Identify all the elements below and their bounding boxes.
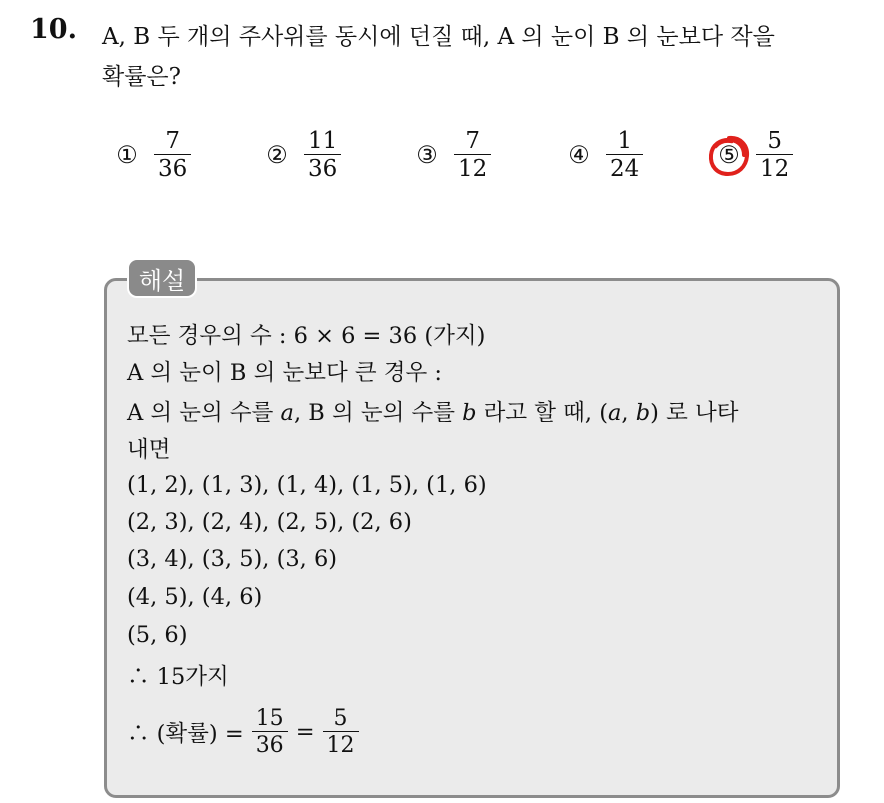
fraction-numerator: 7 <box>165 128 180 154</box>
fraction-denominator: 36 <box>154 154 191 182</box>
pairs-row-4: (4, 5), (4, 6) <box>127 584 263 610</box>
solution-case-heading: A 의 눈이 B 의 눈보다 큰 경우 : <box>127 360 442 386</box>
fraction-numerator: 1 <box>617 128 632 154</box>
question-number: 10. <box>30 14 77 45</box>
solution-final-probability <box>127 706 359 759</box>
variable-b: b <box>462 400 477 426</box>
choice-4[interactable] <box>564 128 643 183</box>
fraction-numerator: 7 <box>465 128 480 154</box>
choice-fraction <box>606 128 643 183</box>
variable-a: a <box>280 400 294 426</box>
fraction-denominator: 12 <box>454 154 491 182</box>
definition-text-a: A 의 눈의 수를 <box>127 400 274 426</box>
choice-fraction <box>454 128 491 183</box>
choice-marker: ① <box>116 141 138 170</box>
fraction-numerator: 5 <box>333 706 348 731</box>
choice-3[interactable] <box>412 128 491 183</box>
fraction-numerator: 5 <box>767 128 782 154</box>
choice-fraction <box>756 128 793 183</box>
choice-marker-selected <box>714 141 744 169</box>
fraction-denominator: 36 <box>252 731 288 758</box>
pair-variable-a: a <box>608 400 622 426</box>
fraction-numerator: 11 <box>308 128 338 154</box>
pairs-row-5: (5, 6) <box>127 622 188 648</box>
solution-count: ∴ 15가지 <box>127 664 229 690</box>
choice-marker-glyph: ⑤ <box>718 141 740 170</box>
question-text-line-1: A, B 두 개의 주사위를 동시에 던질 때, A 의 눈이 B 의 눈보다 작을 <box>102 24 775 50</box>
pairs-row-1: (1, 2), (1, 3), (1, 4), (1, 5), (1, 6) <box>127 472 487 498</box>
final-prefix: ∴ (확률) = <box>127 721 244 748</box>
definition-text-rest: 라고 할 때, ( <box>483 400 608 426</box>
choice-marker: ④ <box>568 141 590 170</box>
solution-definition-continued: 내면 <box>127 437 171 463</box>
pair-separator: , <box>621 400 636 426</box>
solution-tag: 해설 <box>127 258 197 298</box>
pair-variable-b: b <box>635 400 651 426</box>
final-fraction-1 <box>252 706 288 759</box>
choice-fraction <box>304 128 341 183</box>
answer-choices <box>0 128 884 198</box>
choice-fraction <box>154 128 191 183</box>
fraction-denominator: 24 <box>606 154 643 182</box>
definition-text-end: ) 로 나타 <box>650 400 739 426</box>
fraction-denominator: 12 <box>323 731 359 758</box>
choice-2[interactable] <box>262 128 341 183</box>
choice-1[interactable] <box>112 128 191 183</box>
solution-definition-line <box>127 395 738 427</box>
fraction-denominator: 36 <box>304 154 341 182</box>
pairs-row-2: (2, 3), (2, 4), (2, 5), (2, 6) <box>127 509 412 535</box>
definition-text-b: , B 의 눈의 수를 <box>293 400 455 426</box>
choice-5[interactable] <box>714 128 793 183</box>
fraction-denominator: 12 <box>756 154 793 182</box>
final-fraction-2 <box>323 706 359 759</box>
pairs-row-3: (3, 4), (3, 5), (3, 6) <box>127 546 338 572</box>
choice-marker: ② <box>266 141 288 170</box>
final-equals: = <box>295 719 315 746</box>
fraction-numerator: 15 <box>255 706 284 731</box>
solution-total-cases: 모든 경우의 수 : 6 × 6 = 36 (가지) <box>127 323 486 349</box>
choice-marker: ③ <box>416 141 438 170</box>
question-text-line-2: 확률은? <box>102 64 181 90</box>
